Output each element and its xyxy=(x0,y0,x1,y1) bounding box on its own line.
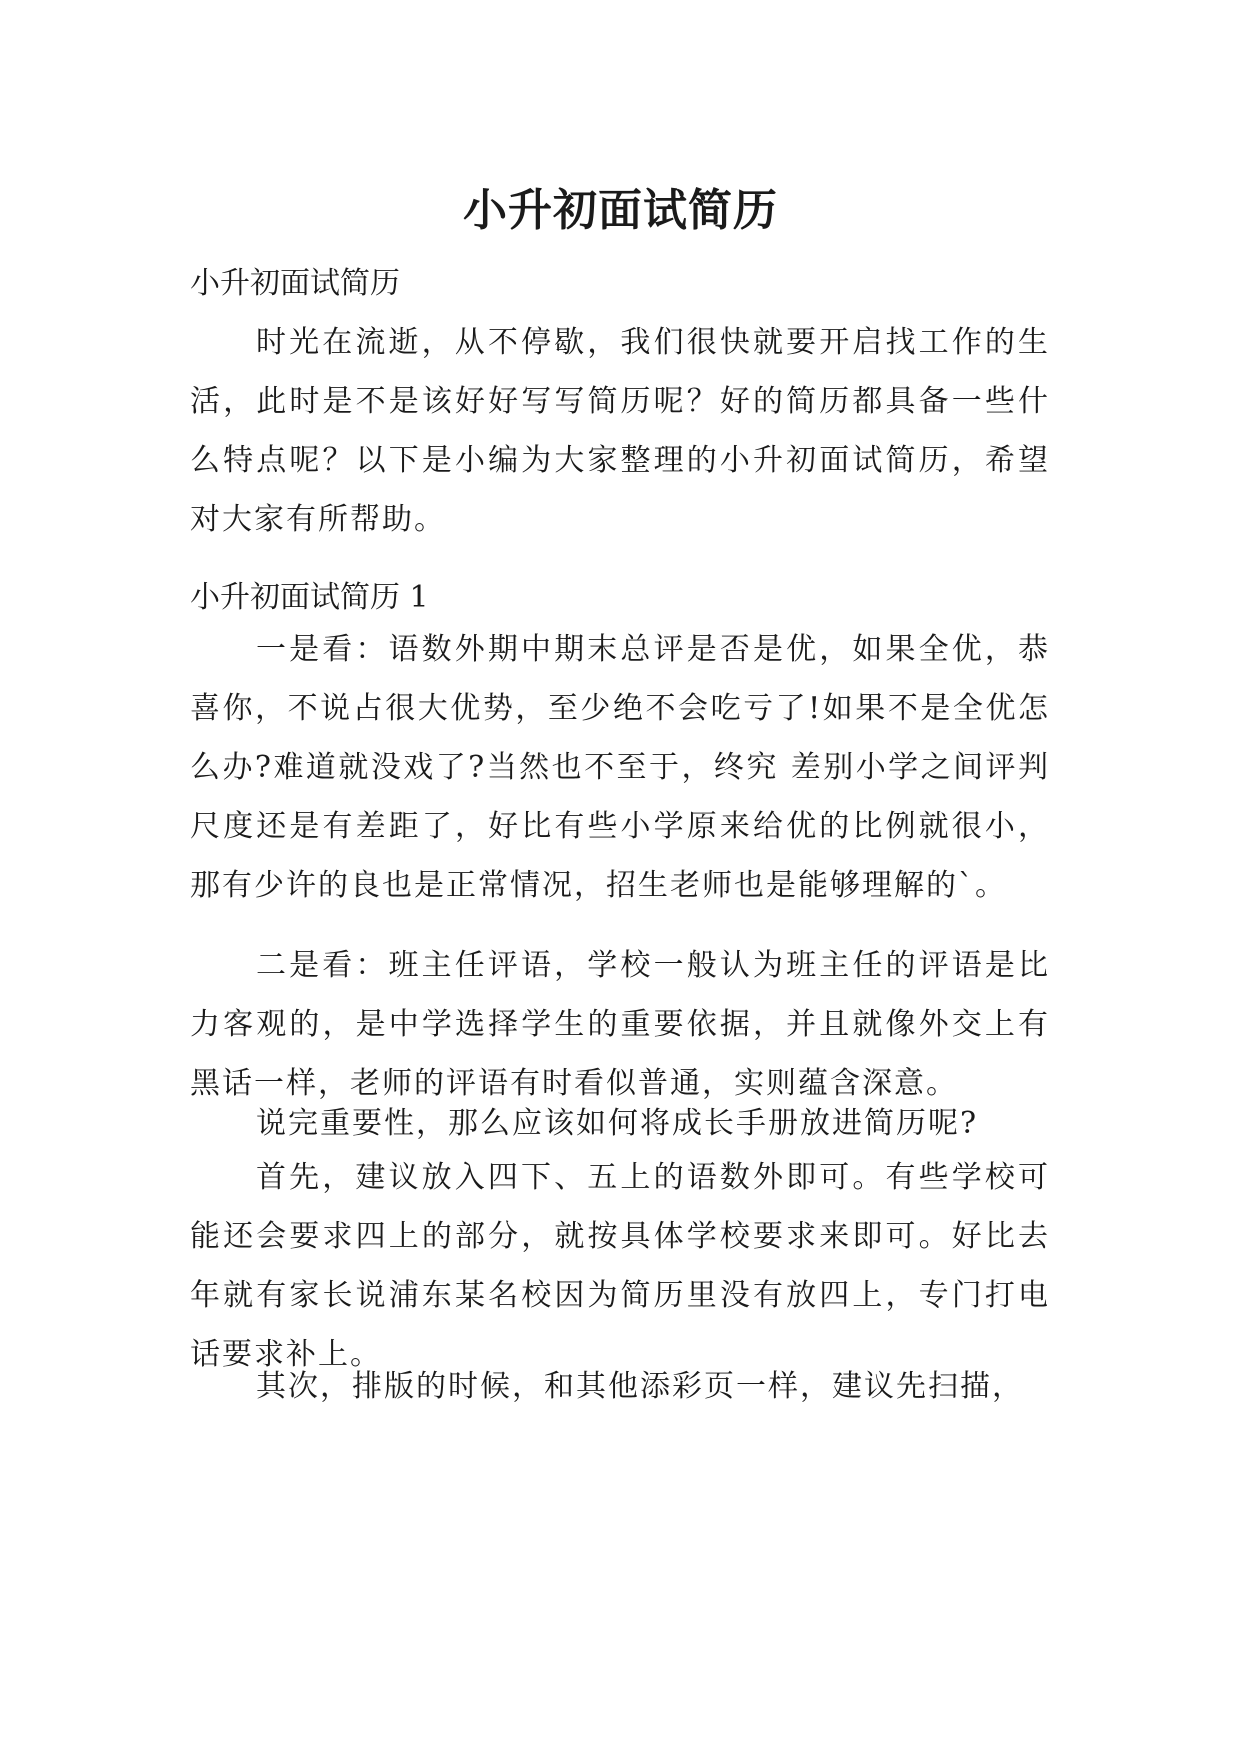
paragraph-1: 一是看：语数外期中期末总评是否是优，如果全优，恭喜你，不说占很大优势，至少绝不会吃亏了!如果不是全优怎么办?难道就没戏了?当然也不至于，终究 差别小学之间评判尺度还是有差距了，好比有些小学原来给优的比例就很小，那有少许的良也是正常情况，招生老师也是能够理解的`。 xyxy=(190,632,1050,903)
intro-heading: 小升初面试简历 xyxy=(190,266,400,301)
paragraph-5: 其次，排版的时候，和其他添彩页一样，建议先扫描， xyxy=(256,1369,1024,1404)
section-heading: 小升初面试简历 1 xyxy=(190,580,429,615)
paragraph-4: 首先，建议放入四下、五上的语数外即可。有些学校可能还会要求四上的部分，就按具体学校要求来即可。好比去年就有家长说浦东某名校因为简历里没有放四上，专门打电话要求补上。 xyxy=(190,1160,1050,1372)
paragraph-3: 说完重要性，那么应该如何将成长手册放进简历呢? xyxy=(256,1106,979,1141)
document-title: 小升初面试简历 xyxy=(463,185,778,237)
intro-paragraph: 时光在流逝，从不停歇，我们很快就要开启找工作的生活，此时是不是该好好写写简历呢？好的简历都具备一些什么特点呢？以下是小编为大家整理的小升初面试简历，希望对大家有所帮助。 xyxy=(190,325,1050,537)
paragraph-2: 二是看：班主任评语，学校一般认为班主任的评语是比力客观的，是中学选择学生的重要依据，并且就像外交上有黑话一样，老师的评语有时看似普通，实则蕴含深意。 xyxy=(190,948,1050,1101)
